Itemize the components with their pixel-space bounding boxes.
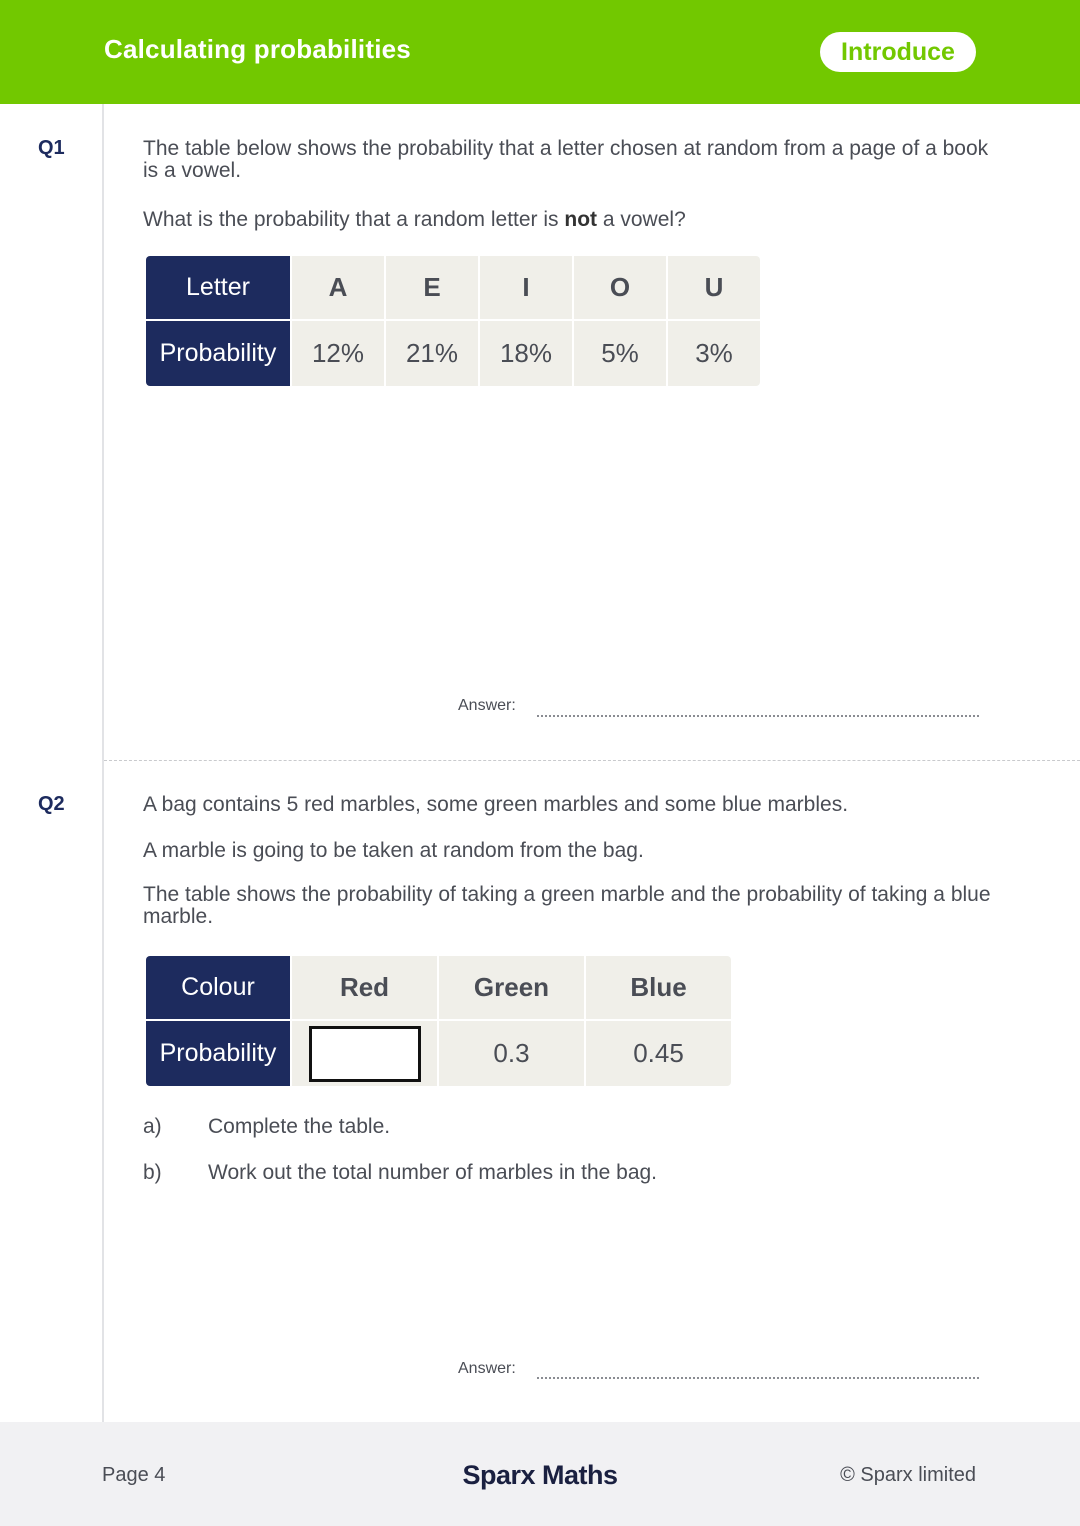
probability-cell: 21%: [386, 321, 478, 386]
q1-question-post: a vowel?: [597, 208, 686, 231]
probability-cell: 5%: [574, 321, 666, 386]
red-probability-input-box[interactable]: [309, 1026, 421, 1082]
part-text: Complete the table.: [208, 1115, 391, 1138]
part-text: Work out the total number of marbles in the bag.: [208, 1161, 658, 1184]
q2-part-b: [143, 1161, 657, 1185]
page-title: Calculating probabilities: [104, 34, 411, 64]
probability-cell: 0.3: [439, 1021, 584, 1086]
q1-question-emphasis: not: [564, 208, 598, 231]
letter-cell: O: [574, 256, 666, 321]
marble-probability-table: [144, 956, 733, 1086]
q2-paragraph-3: The table shows the probability of taking a green marble and the probability of taking a blue marble.: [143, 883, 991, 928]
margin-divider: [102, 104, 104, 1422]
q2-paragraph-1: A bag contains 5 red marbles, some green marbles and some blue marbles.: [143, 793, 849, 816]
header-bar: [0, 0, 1080, 104]
letter-cell: U: [668, 256, 760, 321]
part-label: b): [143, 1161, 162, 1184]
introduce-badge: Introduce: [820, 32, 976, 72]
copyright-text: © Sparx limited: [840, 1464, 976, 1486]
q1-answer-line[interactable]: [537, 715, 979, 717]
q1-question-text: [143, 209, 1003, 231]
question-number-q1: Q1: [38, 137, 65, 159]
colour-cell: Green: [439, 956, 584, 1021]
letter-cell: E: [386, 256, 478, 321]
row-header-colour: Colour: [146, 956, 290, 1021]
q2-part-a: [143, 1115, 390, 1139]
probability-cell: 18%: [480, 321, 572, 386]
q1-answer-label: Answer:: [458, 697, 516, 714]
colour-cell: Red: [292, 956, 437, 1021]
probability-cell: 0.45: [586, 1021, 731, 1086]
q1-question-pre: What is the probability that a random letter is: [143, 208, 565, 231]
footer: [0, 1422, 1080, 1526]
letter-cell: A: [292, 256, 384, 321]
colour-cell: Blue: [586, 956, 731, 1021]
question-separator: [104, 760, 1080, 761]
question-number-q2: Q2: [38, 793, 65, 815]
row-header-letter: Letter: [146, 256, 290, 321]
q2-paragraph-2: A marble is going to be taken at random from the bag.: [143, 839, 644, 862]
q1-intro-text: The table below shows the probability that a letter chosen at random from a page of a book is a vowel.: [143, 137, 989, 182]
probability-cell: 3%: [668, 321, 760, 386]
part-label: a): [143, 1115, 162, 1138]
probability-cell: 12%: [292, 321, 384, 386]
q2-answer-line[interactable]: [537, 1377, 979, 1379]
row-header-probability: Probability: [146, 1021, 290, 1086]
q2-answer-label: Answer:: [458, 1360, 516, 1377]
row-header-probability: Probability: [146, 321, 290, 386]
vowel-probability-table: [144, 256, 762, 386]
letter-cell: I: [480, 256, 572, 321]
page-number: Page 4: [102, 1464, 166, 1486]
brand-logo: Sparx Maths: [462, 1460, 618, 1490]
red-probability-cell: [292, 1021, 437, 1086]
